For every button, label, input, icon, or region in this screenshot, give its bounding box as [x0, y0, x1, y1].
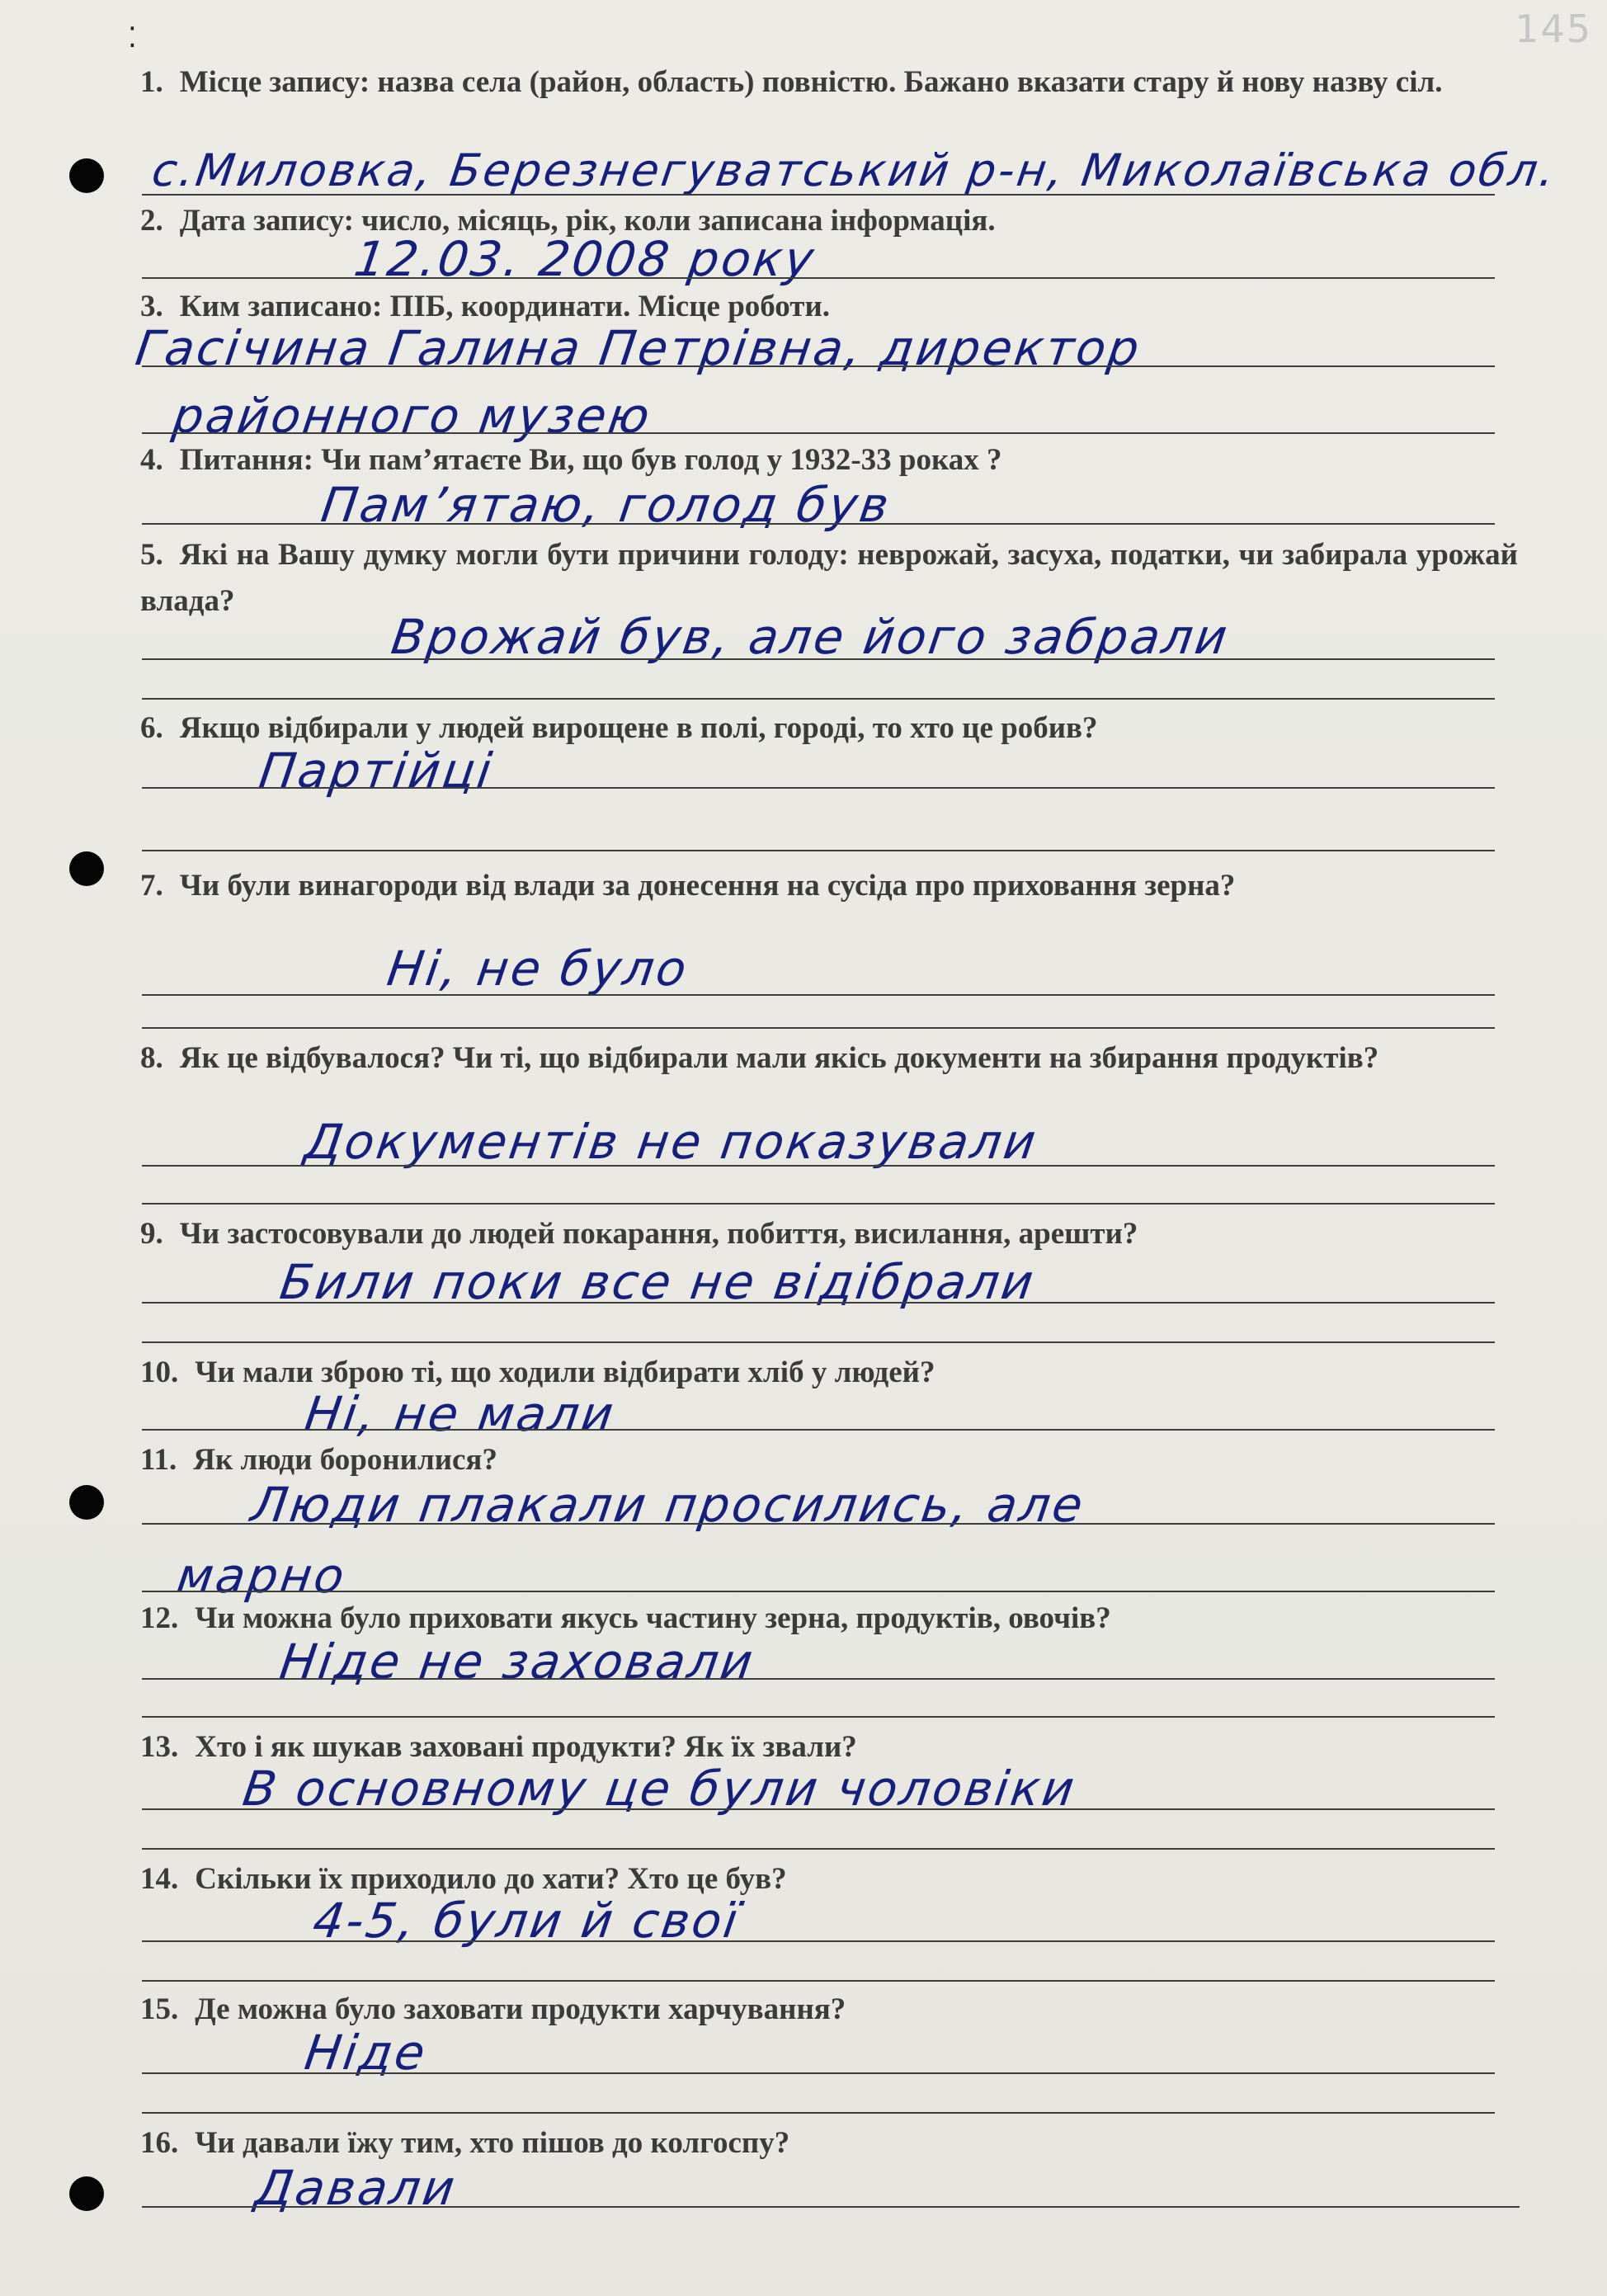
answer-line: [142, 1341, 1495, 1343]
answer-14: 4-5, були й свої: [309, 1893, 744, 1949]
punch-hole: [69, 2176, 104, 2211]
question-5: 5. Які на Вашу думку могли бути причини голоду: неврожай, засуха, податки, чи забирала урожай влада?: [140, 538, 1518, 618]
answer-line: [142, 2206, 1520, 2208]
answer-line: [142, 365, 1495, 367]
answer-13: В основному це були чоловіки: [239, 1761, 1081, 1817]
answer-line: [142, 277, 1495, 279]
answer-6: Партійці: [256, 743, 497, 799]
answer-3-line-1: Гасічина Галина Петрівна, директор: [132, 320, 1145, 376]
punch-hole: [69, 1485, 104, 1520]
question-11: 11. Як люди боронилися?: [140, 1443, 497, 1477]
answer-3-line-2: районного музею: [169, 388, 656, 444]
answer-12: Ніде не заховали: [276, 1634, 759, 1690]
answer-line: [142, 1678, 1495, 1680]
answer-line: [142, 1980, 1495, 1982]
answer-line: [142, 1591, 1495, 1592]
answer-11-line-2: марно: [173, 1548, 351, 1604]
question-14: 14. Скільки їх приходило до хати? Хто це був?: [140, 1862, 787, 1896]
punch-hole: [69, 158, 104, 193]
question-6: 6. Якщо відбирали у людей вирощене в полі, городі, то хто це робив?: [140, 711, 1098, 745]
question-4: 4. Питання: Чи пам’ятаєте Ви, що був голод у 1932-33 роках ?: [140, 443, 1002, 477]
answer-line: [142, 1027, 1495, 1029]
answer-line: [142, 658, 1495, 660]
answer-line: [142, 1165, 1495, 1167]
question-10: 10. Чи мали зброю ті, що ходили відбирати хліб у людей?: [140, 1355, 935, 1389]
answer-10: Ні, не мали: [301, 1386, 620, 1442]
answer-4: Пам’ятаю, голод був: [318, 477, 895, 533]
answer-line: [142, 2072, 1495, 2074]
answer-8: Документів не показували: [301, 1114, 1042, 1170]
answer-7: Ні, не було: [384, 941, 693, 997]
question-9: 9. Чи застосовували до людей покарання, побиття, висилання, арешти?: [140, 1217, 1138, 1251]
answer-line: [142, 1302, 1495, 1304]
answer-line: [142, 2112, 1495, 2114]
question-1: 1. Місце запису: назва села (район, область) повністю. Бажано вказати стару й нову назву сіл.: [140, 65, 1443, 99]
answer-5: Врожай був, але його забрали: [388, 609, 1233, 665]
answer-line: [142, 432, 1495, 434]
answer-line: [142, 698, 1495, 700]
answer-line: [142, 1203, 1495, 1205]
question-12: 12. Чи можна було приховати якусь частину зерна, продуктів, овочів?: [140, 1601, 1111, 1635]
answer-line: [142, 1716, 1495, 1718]
answer-line: [142, 850, 1495, 851]
answer-16: Давали: [252, 2160, 461, 2216]
answer-line: [142, 787, 1495, 789]
answer-line: [142, 1940, 1495, 1942]
answer-15: Ніде: [301, 2025, 431, 2081]
answer-line: [142, 1429, 1495, 1431]
answer-line: [142, 1848, 1495, 1850]
answer-11-line-1: Люди плакали просились, але: [247, 1477, 1089, 1533]
answer-line: [142, 994, 1495, 996]
question-8: 8. Як це відбувалося? Чи ті, що відбирали мали якісь документи на збирання продуктів?: [140, 1041, 1379, 1075]
punch-hole: [69, 851, 104, 886]
answer-line: [142, 1808, 1495, 1810]
answer-9: Били поки все не відібрали: [276, 1254, 1039, 1310]
question-15: 15. Де можна було заховати продукти харчування?: [140, 1992, 846, 2026]
question-16: 16. Чи давали їжу тим, хто пішов до колгоспу?: [140, 2126, 790, 2160]
question-3: 3. Ким записано: ПІБ, координати. Місце роботи.: [140, 290, 831, 323]
page-number: 145: [1515, 7, 1592, 51]
question-13: 13. Хто і як шукав заховані продукти? Як їх звали?: [140, 1730, 857, 1764]
scan-mark: ⁚: [128, 21, 137, 54]
answer-1: с.Миловка, Березнегуватський р-н, Миколаївська обл.: [148, 144, 1561, 196]
question-2: 2. Дата запису: число, місяць, рік, коли записана інформація.: [140, 204, 996, 238]
answer-line: [142, 194, 1495, 196]
question-7: 7. Чи були винагороди від влади за донесення на сусіда про приховання зерна?: [140, 869, 1236, 903]
answer-2: 12.03. 2008 року: [351, 231, 820, 287]
answer-line: [142, 1523, 1495, 1525]
answer-line: [142, 523, 1495, 525]
